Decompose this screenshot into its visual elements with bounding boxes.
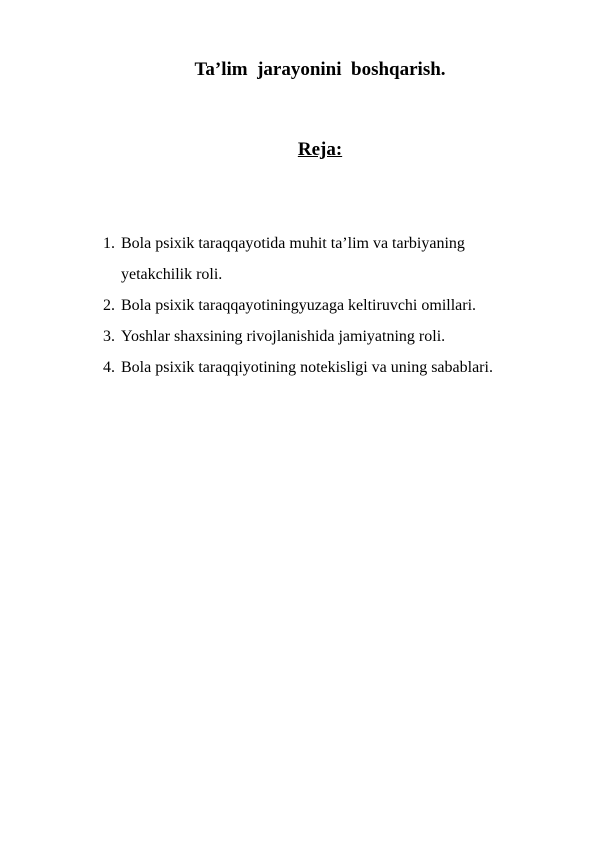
- list-item: [103, 321, 573, 352]
- list-item-number: 2.: [103, 297, 115, 314]
- list-item: [103, 228, 573, 290]
- list-item-text: Bola psixik taraqqayotida muhit ta’lim va tarbiyaning yetakchilik roli.: [121, 235, 465, 283]
- list-item-number: 3.: [103, 328, 115, 345]
- document-title: Ta’lim jarayonini boshqarish.: [194, 59, 446, 80]
- plan-list: [103, 228, 573, 383]
- plan-heading: Reja:: [297, 139, 343, 160]
- list-item: [103, 352, 573, 383]
- list-item-number: 4.: [103, 359, 115, 376]
- list-item-text: Yoshlar shaxsining rivojlanishida jamiyatning roli.: [121, 328, 446, 345]
- list-item: [103, 290, 573, 321]
- list-item-number: 1.: [103, 235, 115, 252]
- list-item-text: Bola psixik taraqqiyotining notekisligi va uning sabablari.: [121, 359, 493, 376]
- list-item-text: Bola psixik taraqqayotiningyuzaga keltiruvchi omillari.: [121, 297, 477, 314]
